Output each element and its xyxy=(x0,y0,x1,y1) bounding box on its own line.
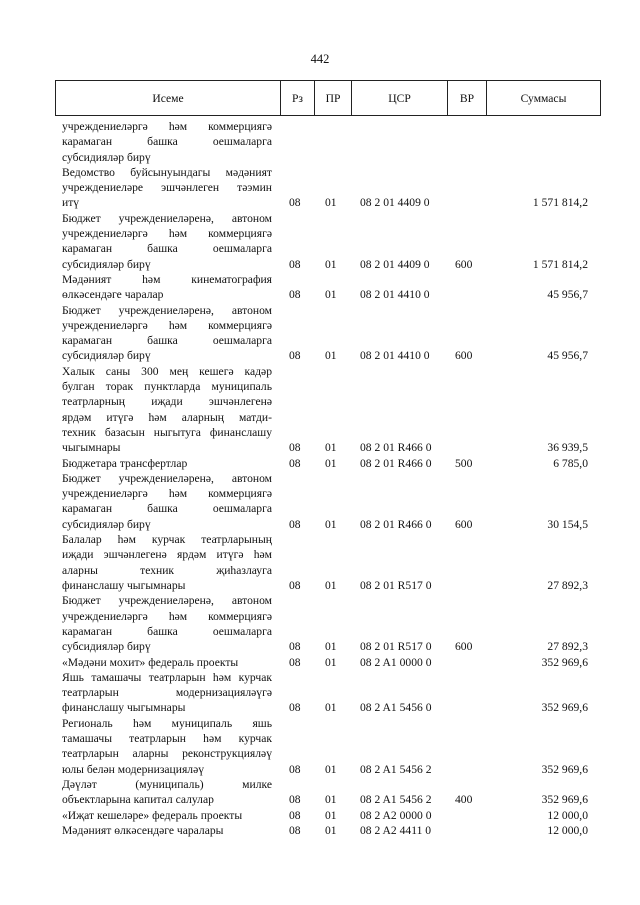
cell-rz: 08 xyxy=(289,578,301,592)
cell-sum: 6 785,0 xyxy=(553,456,588,470)
cell-rz: 08 xyxy=(289,196,301,210)
row-name-line: финанслашу чыгымнары xyxy=(62,701,186,715)
row-name-line: Мәдәният өлкәсендәге чаралары xyxy=(62,823,224,837)
row-name-line: финанслашу чыгымнары xyxy=(62,578,186,592)
cell-pr: 01 xyxy=(325,655,337,669)
row-name-line: карамаган башка оешмаларга xyxy=(62,502,272,516)
cell-sum: 352 969,6 xyxy=(541,655,588,669)
table-row xyxy=(0,670,640,716)
row-name-line: Халык саны 300 мең кешегә кадәр xyxy=(62,364,272,378)
row-name-line: Бюджетара трансфертлар xyxy=(62,456,188,470)
cell-pr: 01 xyxy=(325,823,337,837)
row-name xyxy=(62,119,272,165)
cell-sum: 1 571 814,2 xyxy=(532,196,588,210)
row-name-line: учреждениеләргә һәм коммерциягә xyxy=(62,487,272,501)
cell-csr: 08 2 A1 5456 0 xyxy=(360,701,432,715)
row-name-line: учреждениеләргә һәм коммерциягә xyxy=(62,318,272,332)
row-name-line: субсидияләр бирү xyxy=(62,517,151,531)
cell-rz: 08 xyxy=(289,349,301,363)
cell-pr: 01 xyxy=(325,456,337,470)
cell-sum: 36 939,5 xyxy=(547,441,588,455)
row-name-line: Дәүләт (муниципаль) милке xyxy=(62,777,272,791)
cell-pr: 01 xyxy=(325,808,337,822)
table-row xyxy=(0,593,640,654)
cell-sum: 27 892,3 xyxy=(547,578,588,592)
row-name-line: «Иҗат кешеләре» федераль проекты xyxy=(62,808,243,822)
row-name-line: «Мәдәни мохит» федераль проекты xyxy=(62,655,239,669)
row-name-line: Бюджет учреждениеләренә, автоном xyxy=(62,211,272,225)
table-header xyxy=(55,80,601,116)
cell-pr: 01 xyxy=(325,257,337,271)
row-name-line: Мәдәният һәм кинематография xyxy=(62,273,272,286)
row-name-line: субсидияләр бирү xyxy=(62,257,151,271)
cell-sum: 12 000,0 xyxy=(547,823,588,837)
row-name-line: техник базасын ныгытуга финанслашу xyxy=(62,425,272,439)
row-name-line: Яшь тамашачы театрларын һәм курчак xyxy=(62,670,272,684)
row-name-line: учреждениеләргә һәм коммерциягә xyxy=(62,227,272,241)
header-csr: ЦСР xyxy=(388,92,411,105)
cell-sum: 352 969,6 xyxy=(541,762,588,776)
header-sum: Суммасы xyxy=(520,92,567,105)
row-name-line: театрларның иҗади эшчәнлегенә xyxy=(62,395,272,409)
row-name xyxy=(62,823,272,838)
cell-vr: 600 xyxy=(455,640,473,654)
row-name-line: булган торак пунктларда муниципаль xyxy=(62,380,272,394)
row-name xyxy=(62,593,272,654)
cell-rz: 08 xyxy=(289,793,301,807)
cell-csr: 08 2 A2 4411 0 xyxy=(360,823,432,837)
row-name-line: Бюджет учреждениеләренә, автоном xyxy=(62,471,272,485)
row-name xyxy=(62,471,272,532)
cell-sum: 352 969,6 xyxy=(541,793,588,807)
cell-rz: 08 xyxy=(289,823,301,837)
cell-pr: 01 xyxy=(325,288,337,302)
cell-pr: 01 xyxy=(325,517,337,531)
cell-vr: 600 xyxy=(455,257,473,271)
cell-rz: 08 xyxy=(289,808,301,822)
cell-sum: 352 969,6 xyxy=(541,701,588,715)
row-name xyxy=(62,670,272,716)
table-row xyxy=(0,823,640,838)
row-name-line: театрларын аларны реконструкцияләү xyxy=(62,747,272,761)
row-name-line: карамаган башка оешмаларга xyxy=(62,135,272,149)
cell-rz: 08 xyxy=(289,640,301,654)
cell-pr: 01 xyxy=(325,578,337,592)
cell-csr: 08 2 01 R517 0 xyxy=(360,640,432,654)
cell-csr: 08 2 A1 0000 0 xyxy=(360,655,432,669)
cell-csr: 08 2 01 4410 0 xyxy=(360,288,430,302)
cell-rz: 08 xyxy=(289,257,301,271)
table-row xyxy=(0,716,640,777)
row-name-line: иҗади эшчәнлегенә ярдәм итүгә һәм xyxy=(62,548,272,562)
row-name-line: Балалар һәм курчак театрларының xyxy=(62,533,272,547)
row-name xyxy=(62,211,272,272)
row-name xyxy=(62,272,272,303)
cell-pr: 01 xyxy=(325,640,337,654)
cell-sum: 30 154,5 xyxy=(547,517,588,531)
header-vr: ВР xyxy=(459,92,475,105)
table-row xyxy=(0,808,640,823)
table-row xyxy=(0,165,640,211)
cell-csr: 08 2 01 R466 0 xyxy=(360,441,432,455)
row-name-line: субсидияләр бирү xyxy=(62,349,151,363)
cell-pr: 01 xyxy=(325,196,337,210)
cell-pr: 01 xyxy=(325,441,337,455)
cell-csr: 08 2 01 4409 0 xyxy=(360,196,430,210)
row-name-line: учреждениеләре эшчәнлеген тәэмин xyxy=(62,181,272,195)
row-name-line: Региональ һәм муниципаль яшь xyxy=(62,716,272,730)
cell-sum: 45 956,7 xyxy=(547,288,588,302)
cell-rz: 08 xyxy=(289,441,301,455)
row-name xyxy=(62,777,272,808)
cell-csr: 08 2 A2 0000 0 xyxy=(360,808,432,822)
cell-pr: 01 xyxy=(325,701,337,715)
cell-csr: 08 2 01 R466 0 xyxy=(360,517,432,531)
cell-vr: 600 xyxy=(455,517,473,531)
row-name-line: итү xyxy=(62,196,80,210)
row-name-line: карамаган башка оешмаларга xyxy=(62,334,272,348)
row-name-line: Бюджет учреждениеләренә, автоном xyxy=(62,594,272,608)
row-name-line: Бюджет учреждениеләренә, автоном xyxy=(62,303,272,317)
cell-sum: 12 000,0 xyxy=(547,808,588,822)
row-name-line: театрларын модернизацияләүгә xyxy=(62,686,272,700)
cell-rz: 08 xyxy=(289,456,301,470)
row-name-line: карамаган башка оешмаларга xyxy=(62,624,272,638)
cell-pr: 01 xyxy=(325,793,337,807)
table-row xyxy=(0,303,640,364)
row-name xyxy=(62,165,272,211)
row-name xyxy=(62,716,272,777)
page-number: 442 xyxy=(310,52,330,66)
table-row xyxy=(0,655,640,670)
row-name-line: карамаган башка оешмаларга xyxy=(62,242,272,256)
cell-csr: 08 2 01 4410 0 xyxy=(360,349,430,363)
table-row xyxy=(0,211,640,272)
cell-vr: 500 xyxy=(455,456,473,470)
row-name xyxy=(62,303,272,364)
cell-sum: 45 956,7 xyxy=(547,349,588,363)
cell-rz: 08 xyxy=(289,655,301,669)
table-row xyxy=(0,364,640,456)
table-row xyxy=(0,119,640,165)
cell-csr: 08 2 01 4409 0 xyxy=(360,257,430,271)
table-row xyxy=(0,777,640,808)
cell-vr: 600 xyxy=(455,349,473,363)
row-name-line: учреждениеләргә һәм коммерциягә xyxy=(62,120,272,133)
row-name-line: өлкәсендәге чаралар xyxy=(62,288,164,302)
cell-csr: 08 2 01 R466 0 xyxy=(360,456,432,470)
row-name-line: Ведомство буйсынуындагы мәдәният xyxy=(62,165,272,179)
row-name-line: тамашачы театрларын һәм курчак xyxy=(62,731,272,745)
cell-csr: 08 2 A1 5456 2 xyxy=(360,762,432,776)
row-name-line: субсидияләр бирү xyxy=(62,640,151,654)
row-name xyxy=(62,456,272,471)
cell-sum: 27 892,3 xyxy=(547,640,588,654)
row-name-line: юлы белән модернизацияләү xyxy=(62,762,205,776)
table-row xyxy=(0,532,640,593)
header-rz: Рз xyxy=(291,92,304,105)
row-name xyxy=(62,808,272,823)
header-name: Исеме xyxy=(152,92,184,105)
row-name-line: чыгымнары xyxy=(62,441,121,455)
row-name xyxy=(62,532,272,593)
cell-rz: 08 xyxy=(289,517,301,531)
row-name-line: объектларына капитал салулар xyxy=(62,793,214,807)
cell-rz: 08 xyxy=(289,288,301,302)
row-name-line: учреждениеләргә һәм коммерциягә xyxy=(62,609,272,623)
cell-csr: 08 2 01 R517 0 xyxy=(360,578,432,592)
table-row xyxy=(0,272,640,303)
cell-csr: 08 2 A1 5456 2 xyxy=(360,793,432,807)
row-name-line: аларны техник җиһазлауга xyxy=(62,563,272,577)
cell-rz: 08 xyxy=(289,762,301,776)
cell-pr: 01 xyxy=(325,762,337,776)
header-pr: ПР xyxy=(325,92,341,105)
cell-rz: 08 xyxy=(289,701,301,715)
row-name xyxy=(62,655,272,670)
cell-vr: 400 xyxy=(455,793,473,807)
table-row xyxy=(0,471,640,532)
row-name xyxy=(62,364,272,456)
cell-sum: 1 571 814,2 xyxy=(532,257,588,271)
cell-pr: 01 xyxy=(325,349,337,363)
table-row xyxy=(0,456,640,471)
row-name-line: субсидияләр бирү xyxy=(62,150,151,164)
row-name-line: ярдәм итүгә һәм аларның матди- xyxy=(62,410,272,424)
